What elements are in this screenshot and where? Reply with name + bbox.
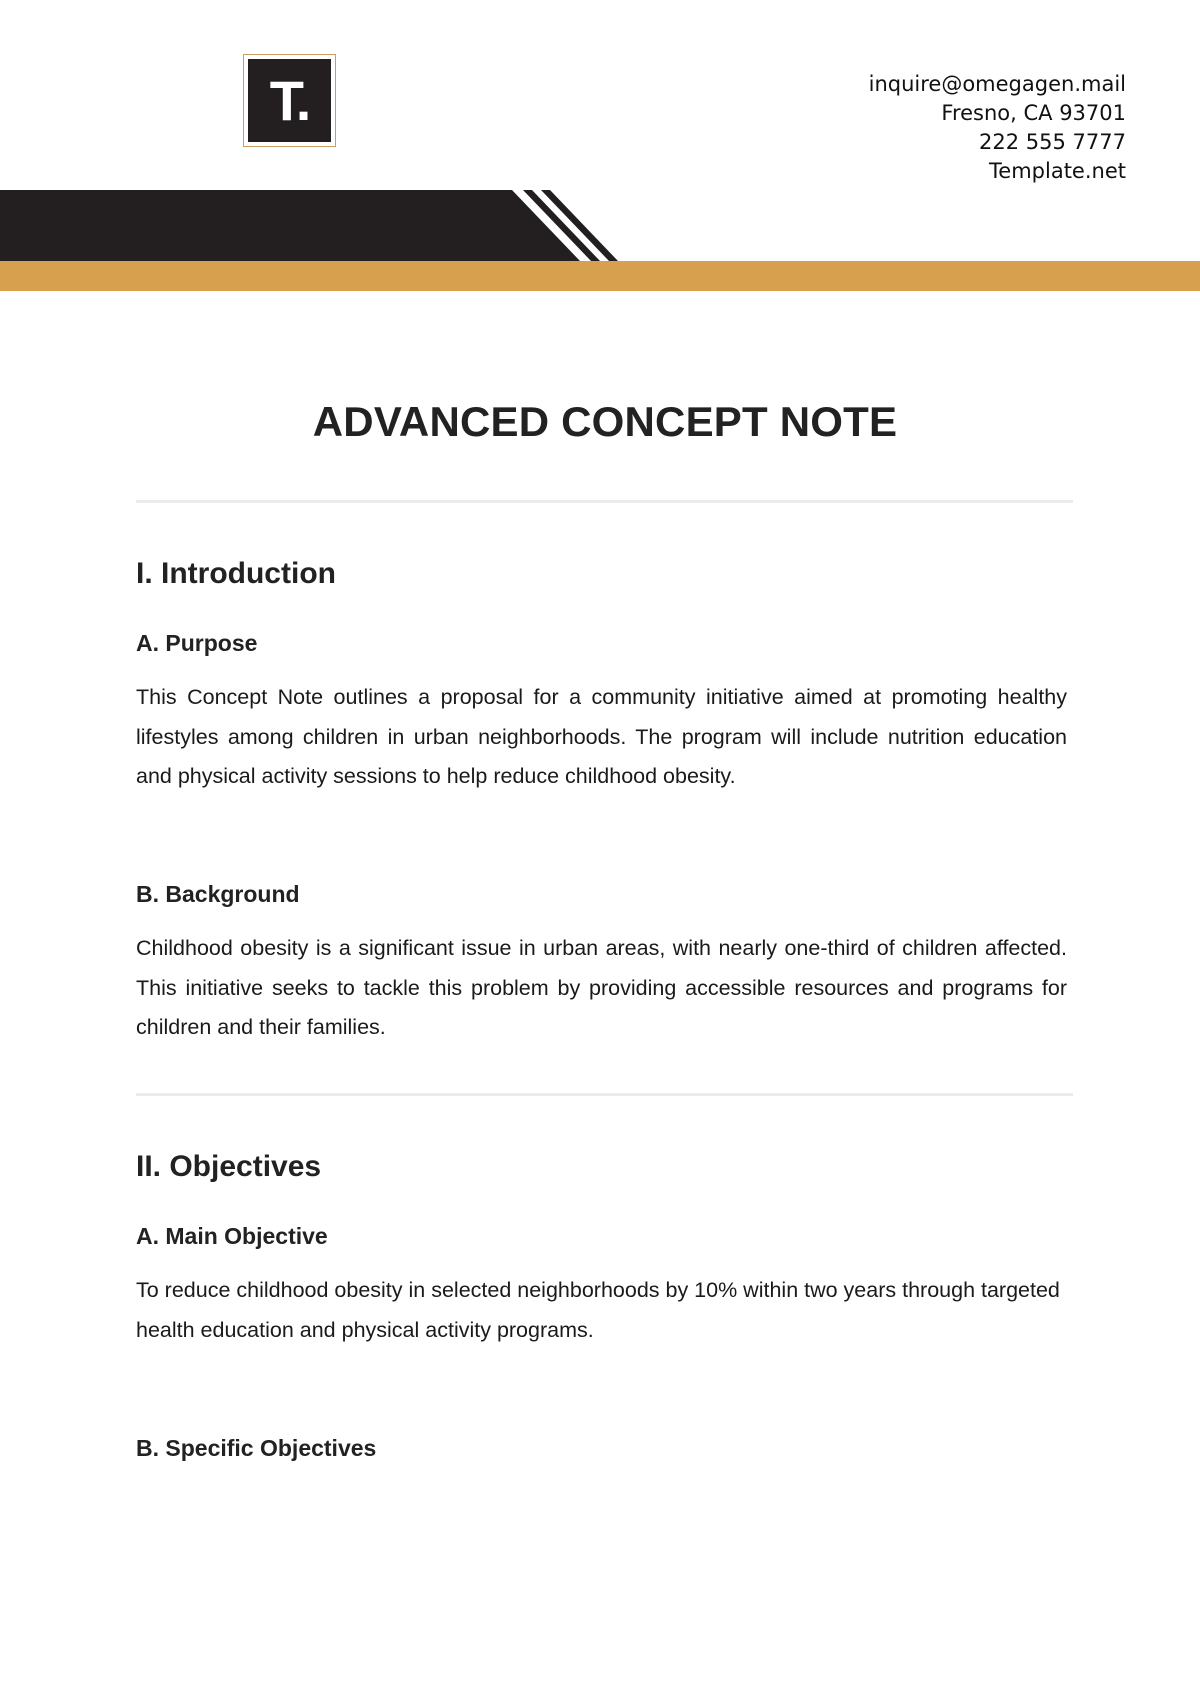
- contact-email: inquire@omegagen.mail: [868, 72, 1126, 96]
- subsection-heading-background: B. Background: [136, 881, 300, 907]
- contact-info: [869, 70, 1126, 186]
- section-divider: [136, 1093, 1073, 1096]
- section-heading-objectives: II. Objectives: [136, 1150, 322, 1183]
- company-logo: [243, 54, 336, 147]
- document-title: ADVANCED CONCEPT NOTE: [312, 398, 898, 445]
- header-banner: [0, 190, 1200, 291]
- subsection-heading-specific-objectives: B. Specific Objectives: [136, 1435, 377, 1461]
- banner-dark-band: [0, 190, 580, 261]
- main-objective-paragraph: To reduce childhood obesity in selected neighborhoods by 10% within two years through targeted health education and physical activity programs.: [136, 1278, 1060, 1342]
- section-heading-introduction: I. Introduction: [136, 557, 336, 590]
- logo-mark: T.: [248, 59, 331, 142]
- section-divider: [136, 500, 1073, 503]
- contact-website: Template.net: [989, 159, 1126, 183]
- contact-phone: 222 555 7777: [979, 130, 1126, 154]
- subsection-heading-purpose: A. Purpose: [136, 630, 258, 656]
- banner-gold-stripe: [0, 261, 1200, 291]
- background-paragraph: Childhood obesity is a significant issue in urban areas, with nearly one-third of children affected. This initiative seeks to tackle this problem by providing accessible resources and programs for children and their families.: [136, 936, 1067, 1039]
- contact-address: Fresno, CA 93701: [941, 101, 1126, 125]
- purpose-paragraph: This Concept Note outlines a proposal for a community initiative aimed at promoting healthy lifestyles among children in urban neighborhoods. The program will include nutrition education and physical activity sessions to help reduce childhood obesity.: [136, 685, 1067, 788]
- subsection-heading-main-objective: A. Main Objective: [136, 1223, 328, 1249]
